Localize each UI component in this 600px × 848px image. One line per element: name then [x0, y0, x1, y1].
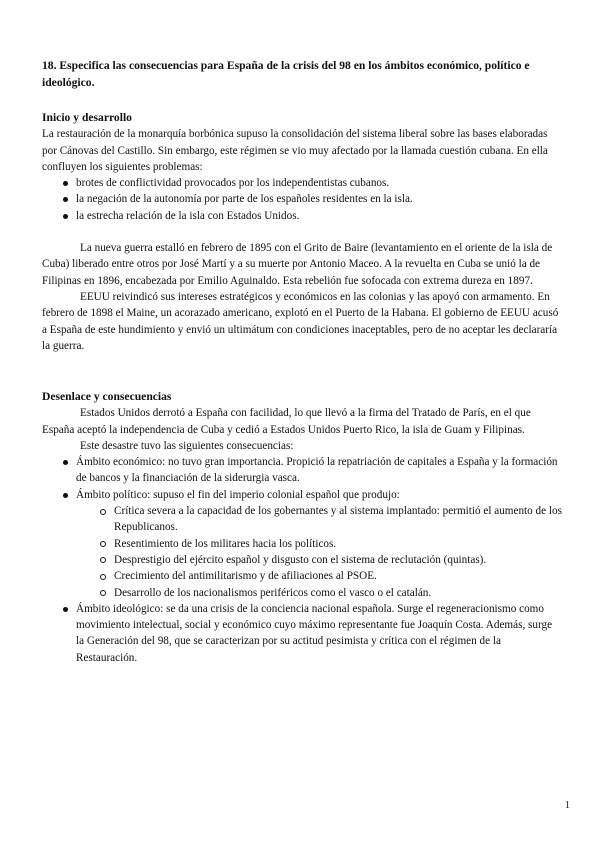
paragraph: Este desastre tuvo las siguientes consecuencias:: [80, 439, 294, 452]
list-item: la estrecha relación de la isla con Estados Unidos.: [42, 208, 562, 224]
section-heading: Desenlace y consecuencias: [42, 390, 172, 403]
sublist-item: Resentimiento de los militares hacia los políticos.: [42, 536, 562, 552]
paragraph: Estados Unidos derrotó a España con facilidad, lo que llevó a la firma del Tratado de París, en el que España aceptó la independencia de Cuba y cedió a Estados Unidos Puerto Rico, la isla de Guam y Filipinas.: [42, 407, 531, 436]
section-heading: Inicio y desarrollo: [42, 111, 132, 124]
sublist-item: Crecimiento del antimilitarismo y de afiliaciones al PSOE.: [42, 568, 562, 584]
section-desenlace: [42, 389, 562, 666]
intro-paragraph: La restauración de la monarquía borbónica supuso la consolidación del sistema liberal sobre las bases elaboradas por Cánovas del Castillo. Sin embargo, este régimen se vio muy afectado por la llamada cuestión cubana. En ella confluyen los siguientes problemas:: [42, 128, 548, 173]
political-sublist: [42, 503, 562, 601]
list-item: la negación de la autonomía por parte de los españoles residentes en la isla.: [42, 191, 562, 207]
consequences-list: [42, 454, 562, 666]
section-inicio: [42, 110, 562, 354]
page-number: 1: [565, 800, 570, 811]
list-item-label: Ámbito político: supuso el fin del imperio colonial español que produjo:: [76, 488, 400, 501]
list-item-ideological: Ámbito ideológico: se da una crisis de la conciencia nacional española. Surge el regeneracionismo como movimiento intelectual, social y económico cuyo máximo representante fue Joaquín Costa. Además, surge la Generación del 98, que se caracterizan por su actitud pesimista y crítica con el régimen de la Restauración.: [42, 601, 562, 666]
paragraph: La nueva guerra estalló en febrero de 1895 con el Grito de Baire (levantamiento en el oriente de la isla de Cuba) liberado entre otros por José Martí y a su muerte por Antonio Maceo. A la revuelta en Cuba se unió la de Filipinas en 1896, encabezada por Emilio Aguinaldo. Esta rebelión fue sofocada con extrema dureza en 1897.: [42, 242, 553, 287]
paragraph: EEUU reivindicó sus intereses estratégicos y económicos en las colonias y las apoyó con armamento. En febrero de 1898 el Maine, un acorazado americano, explotó en el Puerto de la Habana. El gobierno de EEUU acusó a España de este hundimiento y envió un ultimátum con condiciones inaceptables, pero de no aceptar les declararía la guerra.: [42, 290, 559, 352]
sublist-item: Crítica severa a la capacidad de los gobernantes y al sistema implantado: permitió el aumento de los Republicanos.: [42, 503, 562, 536]
sublist-item: Desarrollo de los nacionalismos periféricos como el vasco o el catalán.: [42, 585, 562, 601]
list-item-political: [42, 487, 562, 601]
question-title: 18. Especifica las consecuencias para España de la crisis del 98 en los ámbitos económico, político e ideológico.: [42, 59, 530, 89]
sublist-item: Desprestigio del ejército español y disgusto con el sistema de reclutación (quintas).: [42, 552, 562, 568]
list-item: brotes de conflictividad provocados por los independentistas cubanos.: [42, 175, 562, 191]
list-item-economic: Ámbito económico: no tuvo gran importancia. Propició la repatriación de capitales a España y la formación de bancos y la financiación de la siderurgia vasca.: [42, 454, 562, 487]
problems-list: [42, 175, 562, 224]
